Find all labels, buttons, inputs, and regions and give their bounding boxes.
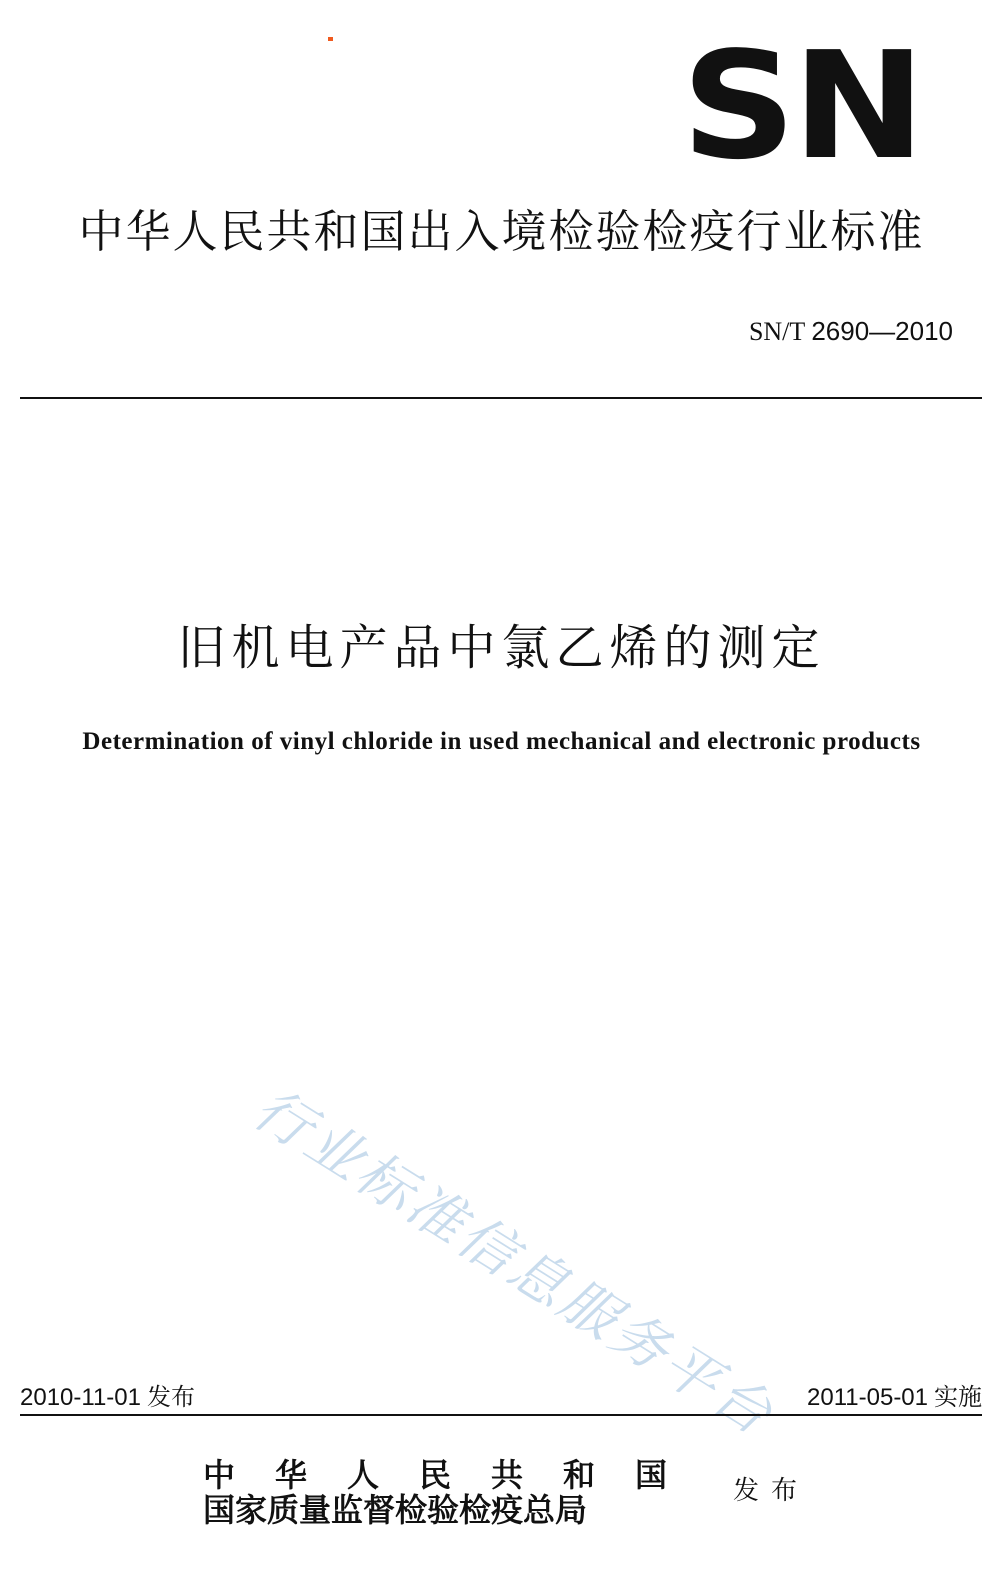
issue-date-value: 2010-11-01 — [20, 1384, 141, 1411]
implementation-date — [807, 1377, 982, 1412]
implementation-date-label: 实施 — [934, 1383, 982, 1411]
issued-by-label: 发布 — [733, 1476, 810, 1506]
watermark: 行业标准信息服务平台 — [242, 1076, 786, 1450]
standard-code: SN/T — [748, 317, 805, 346]
bottom-divider — [20, 1414, 982, 1416]
standard-number — [749, 316, 953, 347]
industry-standard-title: 中华人民共和国出入境检验检疫行业标准 — [78, 205, 925, 258]
standard-number-year: 2690—2010 — [811, 316, 953, 346]
top-divider — [20, 397, 982, 399]
issuer-line-2: 国家质量监督检验检疫总局 — [203, 1491, 588, 1529]
issue-date-label: 发布 — [146, 1383, 195, 1411]
orange-mark — [328, 37, 333, 41]
implementation-date-value: 2011-05-01 — [807, 1384, 928, 1411]
issue-date — [20, 1377, 195, 1412]
sn-logo: SN — [680, 20, 921, 192]
document-title-zh: 旧机电产品中氯乙烯的测定 — [177, 620, 826, 676]
issuer-line-1: 中华人民共和国 — [203, 1456, 708, 1494]
document-title-en: Determination of vinyl chloride in used mechanical and electronic products — [82, 728, 921, 755]
